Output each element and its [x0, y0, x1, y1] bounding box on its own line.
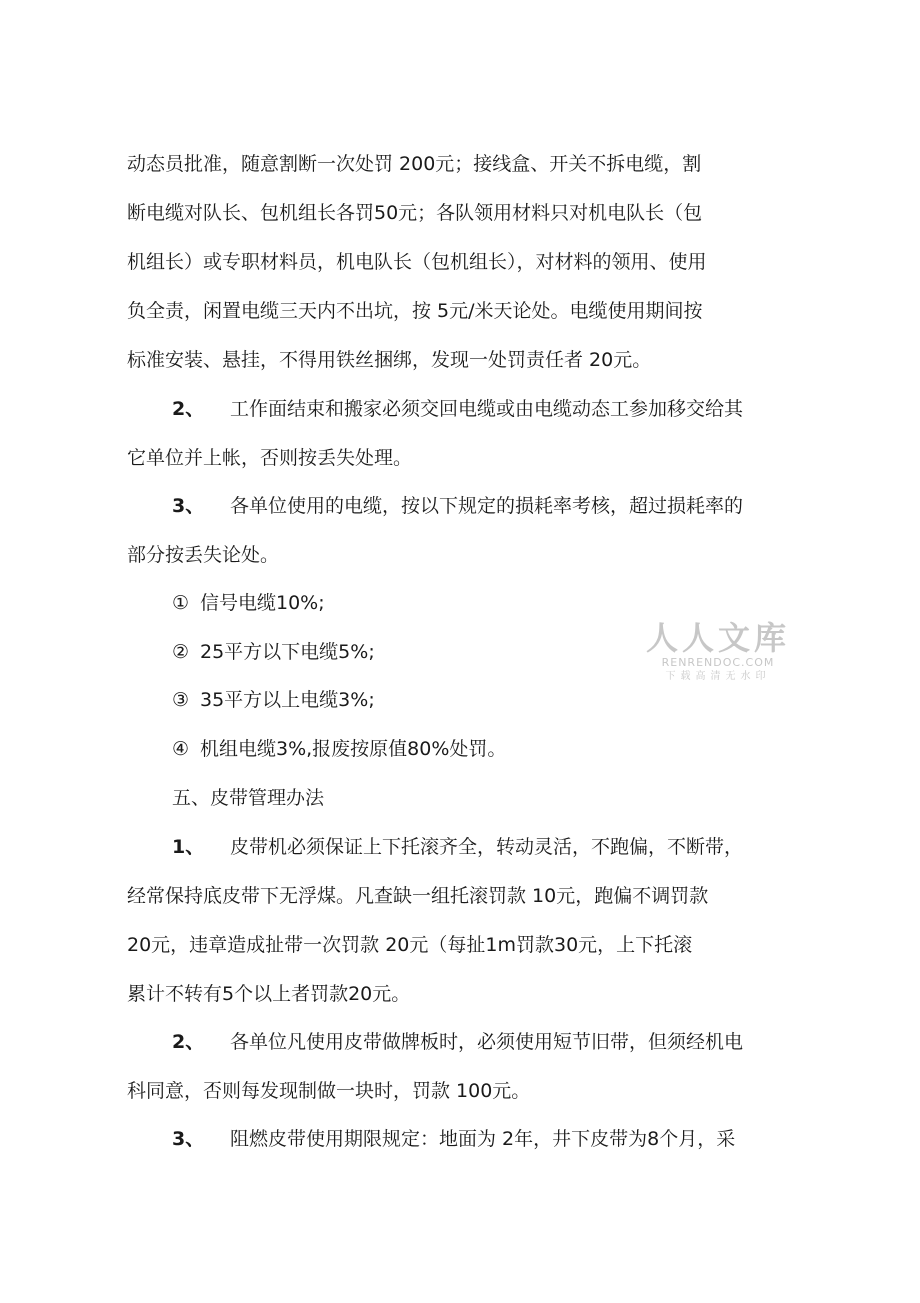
rate-text: 35平方以上电缆3%;	[200, 689, 375, 711]
list-item-2	[172, 397, 743, 421]
paragraph-line: 科同意，否则每发现制做一块时，罚款 100元。	[127, 1080, 531, 1102]
watermark-logo	[646, 620, 790, 684]
item-text: 工作面结束和搬家必须交回电缆或由电缆动态工参加移交给其	[230, 398, 744, 420]
paragraph-line: 负全责，闲置电缆三天内不出坑，按 5元/米天论处。电缆使用期间按	[127, 300, 703, 322]
circled-number: ③	[172, 689, 190, 711]
paragraph-line: 部分按丢失论处。	[127, 544, 280, 566]
item-number: 1、	[172, 836, 205, 858]
belt-item-1	[172, 835, 743, 859]
paragraph-line: 断电缆对队长、包机组长各罚50元；各队领用材料只对机电队长（包	[127, 202, 703, 224]
rate-text: 机组电缆3%,报废按原值80%处罚。	[200, 738, 507, 760]
section-heading: 五、皮带管理办法	[172, 787, 325, 809]
belt-item-3	[172, 1127, 735, 1151]
item-text: 阻燃皮带使用期限规定：地面为 2年，井下皮带为8个月，采	[230, 1128, 736, 1150]
belt-item-2	[172, 1030, 743, 1054]
paragraph-line: 20元，违章造成扯带一次罚款 20元（每扯1m罚款30元，上下托滚	[127, 934, 693, 956]
item-text: 皮带机必须保证上下托滚齐全，转动灵活，不跑偏，不断带，	[230, 836, 744, 858]
rate-text: 信号电缆10%;	[200, 592, 325, 614]
item-text: 各单位使用的电缆，按以下规定的损耗率考核，超过损耗率的	[230, 495, 744, 517]
circled-number: ①	[172, 592, 190, 614]
item-number: 2、	[172, 1031, 205, 1053]
item-number: 3、	[172, 1128, 205, 1150]
paragraph-line: 经常保持底皮带下无浮煤。凡查缺一组托滚罚款 10元，跑偏不调罚款	[127, 885, 709, 907]
rate-item	[172, 640, 375, 664]
watermark-slogan: 下载高清无水印	[665, 671, 771, 682]
rate-item	[172, 591, 325, 615]
item-number: 3、	[172, 495, 205, 517]
circled-number: ②	[172, 641, 190, 663]
paragraph-line: 累计不转有5个以上者罚款20元。	[127, 983, 411, 1005]
watermark-domain: RENRENDOC.COM	[661, 656, 775, 669]
paragraph-line: 标准安装、悬挂，不得用铁丝捆绑，发现一处罚责任者 20元。	[127, 349, 652, 371]
item-text: 各单位凡使用皮带做牌板时，必须使用短节旧带，但须经机电	[230, 1031, 744, 1053]
paragraph-line: 动态员批准，随意割断一次处罚 200元；接线盒、开关不拆电缆，割	[127, 153, 702, 175]
rate-text: 25平方以下电缆5%;	[200, 641, 375, 663]
rate-item	[172, 688, 375, 712]
paragraph-line: 机组长）或专职材料员，机电队长（包机组长），对材料的领用、使用	[127, 251, 707, 273]
circled-number: ④	[172, 738, 190, 760]
watermark-title: 人人文库	[646, 619, 791, 657]
paragraph-line: 它单位并上帐，否则按丢失处理。	[127, 447, 413, 469]
item-number: 2、	[172, 398, 205, 420]
list-item-3	[172, 494, 743, 518]
rate-item	[172, 737, 506, 761]
